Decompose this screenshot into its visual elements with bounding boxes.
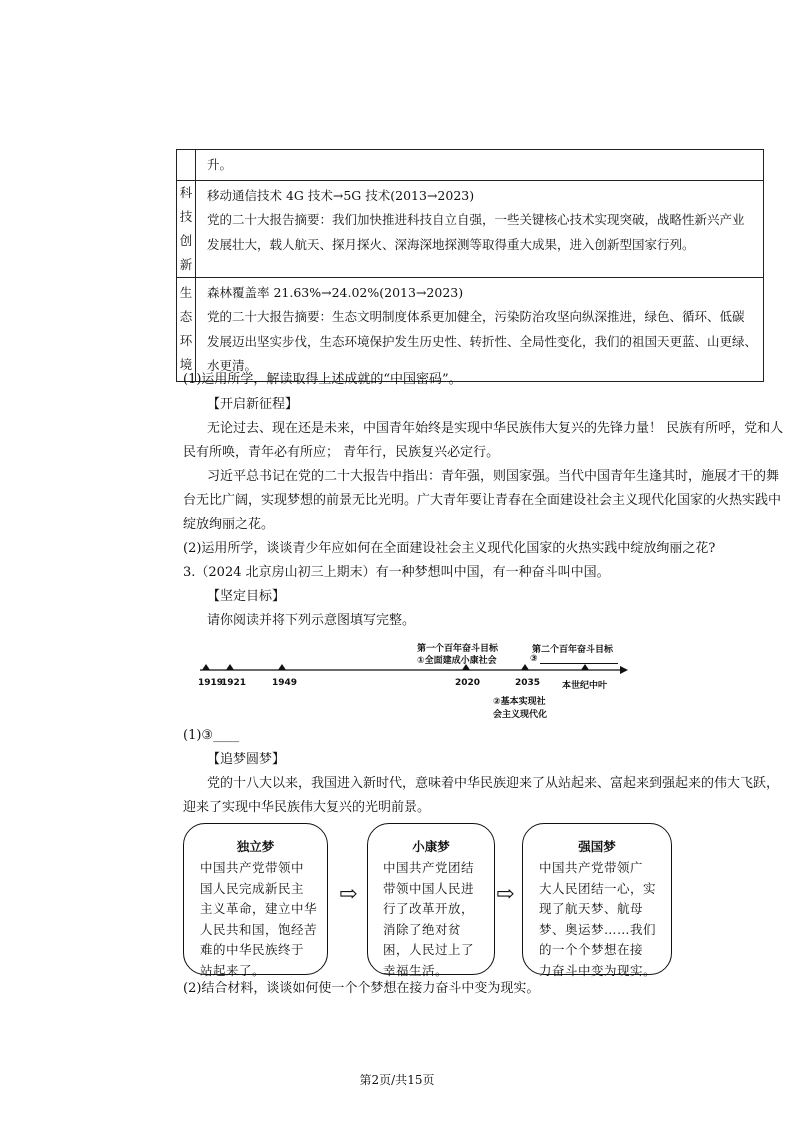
paragraph-line: 党的十八大以来，我国进入新时代，意味着中华民族迎来了从站起来、富起来到强起来的伟大飞跃， [207,776,780,791]
box-line: 的一个个梦想在接 [539,942,644,957]
year-label: 1919 [198,678,224,688]
paragraph-line: 民有所唤，青年必有所应； 青年行，民族复兴必定行。 [183,445,500,460]
table-row [177,150,764,181]
paragraph-line: 无论过去、现在还是未来，中国青年始终是实现中华民族伟大复兴的先锋力量！ 民族有所呼，党和人 [207,421,784,436]
box-line: 力奋斗中变为现实。 [539,962,657,978]
box-line: 难的中华民族终于 [200,942,305,957]
table-line: 水更清。 [206,358,257,373]
dream-box-prosperity [367,823,495,978]
section-heading-goal: 【坚定目标】 [207,589,286,604]
table-line: 发展壮大，载人航天、探月探火、深海深地探测等取得重大成果，进入创新型国家行列。 [206,236,695,252]
instruction-text: 请你阅读并将下列示意图填写完整。 [207,613,416,628]
category-label: 生态 [179,285,193,324]
box-title: 独立梦 [236,839,275,854]
paragraph-line: 台无比广阔，实现梦想的前景无比光明。广大青年要让青春在全面建设社会主义现代化国家的火热实践中 [183,493,782,508]
year-marker [521,664,529,670]
paragraph-line: 迎来了实现中华民族伟大复兴的光明前景。 [183,800,431,815]
box-line: 梦、奥运梦……我们 [539,921,657,937]
paragraph-line: 绽放绚丽之花。 [183,517,275,532]
flow-arrow-icon: ⇨ [496,882,515,907]
paragraph-line: 习近平总书记在党的二十大报告中指出：青年强，则国家强。当代中国青年生逢其时，施展才干的舞 [207,469,780,484]
table-line: 党的二十大报告摘要：生态文明制度体系更加健全，污染防治攻坚向纵深推进，绿色、循环、低碳 [206,309,745,324]
table-row [177,277,764,381]
category-label: 科技 [179,184,193,224]
table-line: 森林覆盖率 21.63%→24.02%(2013→2023) [206,284,464,300]
question-2: (2)运用所学，谈谈青少年应如何在全面建设社会主义现代化国家的火热实践中绽放绚丽之花? [183,541,716,556]
question-1: (1)运用所学，解读取得上述成就的“中国密码”。 [183,372,462,387]
dream-box-independence [183,823,328,978]
table-line: 发展迈出坚实步伐，生态环境保护发生历史性、转折性、全局性变化，我们的祖国天更蓝、山更绿、 [206,333,757,349]
flow-arrow-icon: ⇨ [339,882,358,907]
box-title: 小康梦 [412,839,450,854]
box-line: 站起来了。 [200,962,266,978]
dream-box-strong-nation [522,823,672,978]
achievement-table [176,149,764,382]
box-line: 行了改革开放， [383,901,475,916]
section-heading-new-journey: 【开启新征程】 [207,397,299,412]
question-3-2: (2)结合材料，谈谈如何使一个个梦想在接力奋斗中变为现实。 [183,981,540,996]
box-line: 人民共和国，饱经苦 [200,921,318,937]
year-label: 1921 [221,678,247,688]
year-label: 2035 [515,678,541,688]
box-line: 主义革命，建立中华 [200,901,318,916]
table-line: 升。 [206,157,232,172]
year-label: 1949 [272,678,298,688]
table-content-cell [195,277,763,381]
mid-goal-line: ②基本实现社 [493,697,546,707]
box-line: 国人民完成新民主 [200,880,305,896]
year-label: 本世纪中叶 [562,681,608,691]
box-line: 困，人民过上了 [383,942,475,957]
table-category-cell [177,180,196,277]
box-body [184,856,327,981]
table-row [177,180,764,277]
year-marker [581,664,589,670]
box-line: 中国共产党带领广 [539,860,644,875]
question-3-heading: 3.（2024 北京房山初三上期末）有一种梦想叫中国，有一种奋斗叫中国。 [183,565,610,580]
year-marker [202,664,210,670]
goal1-title: 第一个百年奋斗目标 [417,644,499,654]
box-body [368,856,494,981]
category-label: 创新 [179,232,193,272]
year-label: 2020 [455,678,481,688]
table-category-cell [177,150,196,181]
box-line: 消除了绝对贫 [383,921,462,937]
year-marker [226,664,234,670]
goal1-item: ①全面建成小康社会 [417,656,497,666]
goal2-title: 第二个百年奋斗目标 [532,645,614,655]
table-line: 移动通信技术 4G 技术→5G 技术(2013→2023) [206,187,475,203]
page-footer: 第2页/共15页 [359,1073,435,1087]
year-marker [278,664,286,670]
table-category-cell [177,277,196,381]
mid-goal-line: 会主义现代化 [493,710,548,720]
table-line: 党的二十大报告摘要：我们加快推进科技自立自强，一些关键核心技术实现突破，战略性新兴产业 [206,212,745,227]
goal2-blank [540,663,618,664]
table-content-cell [195,180,763,277]
question-3-1: (1)③____ [183,728,240,743]
table-content-cell [195,150,763,181]
box-line: 中国共产党团结 [383,860,475,875]
section-heading-dream: 【追梦圆梦】 [207,752,286,767]
category-label: 环境 [179,333,193,372]
box-line: 带领中国人民进 [383,880,475,896]
box-title: 强国梦 [578,839,616,854]
box-line: 现了航天梦、航母 [539,901,644,916]
box-line: 大人民团结一心，实 [539,880,657,896]
box-body [523,856,671,981]
box-line: 中国共产党带领中 [200,860,305,875]
goal2-item: ③ [530,654,538,664]
box-line: 幸福生活。 [383,962,449,978]
